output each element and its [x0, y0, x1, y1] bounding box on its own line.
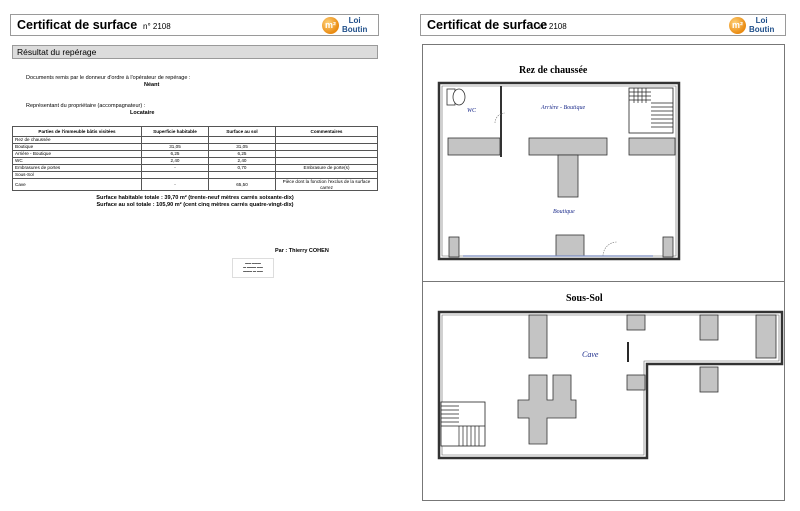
table-row [13, 165, 378, 172]
cell-habitable: 31,05 [142, 144, 209, 151]
cell-habitable [142, 137, 209, 144]
right-header [420, 14, 786, 36]
table-row [13, 158, 378, 165]
logo-line1: Loi [755, 16, 768, 25]
cell-habitable [142, 172, 209, 179]
table-row [13, 172, 378, 179]
ground-floor-frame [422, 44, 785, 282]
cell-habitable: 2,40 [142, 158, 209, 165]
cell-sol: 65,50 [209, 179, 276, 191]
cell-part: WC [13, 158, 142, 165]
total-habitable: Surface habitable totale : 39,70 m² (trente-neuf mètres carrés soixante-dix) [96, 195, 294, 201]
left-header-number: n° 2108 [143, 22, 171, 31]
col-header-habitable: Superficie habitable [142, 127, 209, 137]
left-header [10, 14, 379, 36]
label-cave: Cave [582, 350, 599, 359]
cell-sol: 31,05 [209, 144, 276, 151]
cell-part: Rez de chaussée [13, 137, 142, 144]
cell-part: Arrière - Boutique [13, 151, 142, 158]
surface-table [12, 126, 378, 191]
right-header-number: n° 2108 [539, 22, 567, 31]
col-header-parties: Parties de l'immeuble bâtis visitées [13, 127, 142, 137]
table-row [13, 151, 378, 158]
docs-value: Néant [144, 82, 160, 88]
logo-line2: Boutin [342, 25, 368, 34]
cell-sol: 0,70 [209, 165, 276, 172]
cell-comment: Embrasure de porte(s) [276, 165, 378, 172]
left-header-title: Certificat de surface [17, 18, 138, 32]
rep-value: Locataire [130, 110, 155, 116]
m2-badge-icon: m² [322, 17, 339, 34]
loi-boutin-logo [322, 16, 372, 35]
cell-comment: Pièce dont la fonction l'exclus de la surface carrez [276, 179, 378, 191]
signature-stamp: ▬▬ ▬▬▬ ▬ ▬▬▬ ▬▬ ▬▬▬ ▬ ▬▬ [232, 258, 274, 278]
basement-title: Sous-Sol [566, 293, 603, 304]
ground-floor-plan [423, 45, 784, 281]
m2-badge-icon: m² [729, 17, 746, 34]
basement-plan [423, 282, 784, 500]
col-header-sol: Surface au sol [209, 127, 276, 137]
cell-comment [276, 144, 378, 151]
cell-sol [209, 137, 276, 144]
docs-label: Documents remis par le donneur d'ordre à l'opérateur de repérage : [26, 75, 191, 81]
cell-sol [209, 172, 276, 179]
signed-by: Par : Thierry COHEN [275, 248, 329, 254]
cell-part: Embrasures de portes [13, 165, 142, 172]
total-sol: Surface au sol totale : 105,90 m² (cent cinq mètres carrés quatre-vingt-dix) [96, 202, 294, 208]
ground-floor-title: Rez de chaussée [519, 65, 588, 76]
cell-habitable: - [142, 165, 209, 172]
cell-habitable: - [142, 179, 209, 191]
basement-frame [422, 281, 785, 501]
table-header-row [13, 127, 378, 137]
cell-part: Boutique [13, 144, 142, 151]
section-title: Résultat du repérage [12, 45, 378, 59]
label-arriere-boutique: Arrière - Boutique [541, 105, 586, 111]
cell-sol: 2,40 [209, 158, 276, 165]
label-wc: WC [467, 108, 476, 114]
rep-label: Représentant du propriétaire (accompagnateur) : [26, 103, 146, 109]
table-row [13, 144, 378, 151]
loi-boutin-logo-right [729, 16, 779, 35]
cell-comment [276, 151, 378, 158]
label-boutique: Boutique [553, 209, 575, 215]
cell-sol: 6,25 [209, 151, 276, 158]
table-row [13, 179, 378, 191]
cell-part: Sous-Sol [13, 172, 142, 179]
cell-comment [276, 158, 378, 165]
cell-part: Cave [13, 179, 142, 191]
logo-line2: Boutin [749, 25, 775, 34]
col-header-comments: Commentaires [276, 127, 378, 137]
cell-comment [276, 172, 378, 179]
right-header-title: Certificat de surface [427, 18, 548, 32]
table-row [13, 137, 378, 144]
cell-habitable: 6,25 [142, 151, 209, 158]
cell-comment [276, 137, 378, 144]
logo-line1: Loi [348, 16, 361, 25]
